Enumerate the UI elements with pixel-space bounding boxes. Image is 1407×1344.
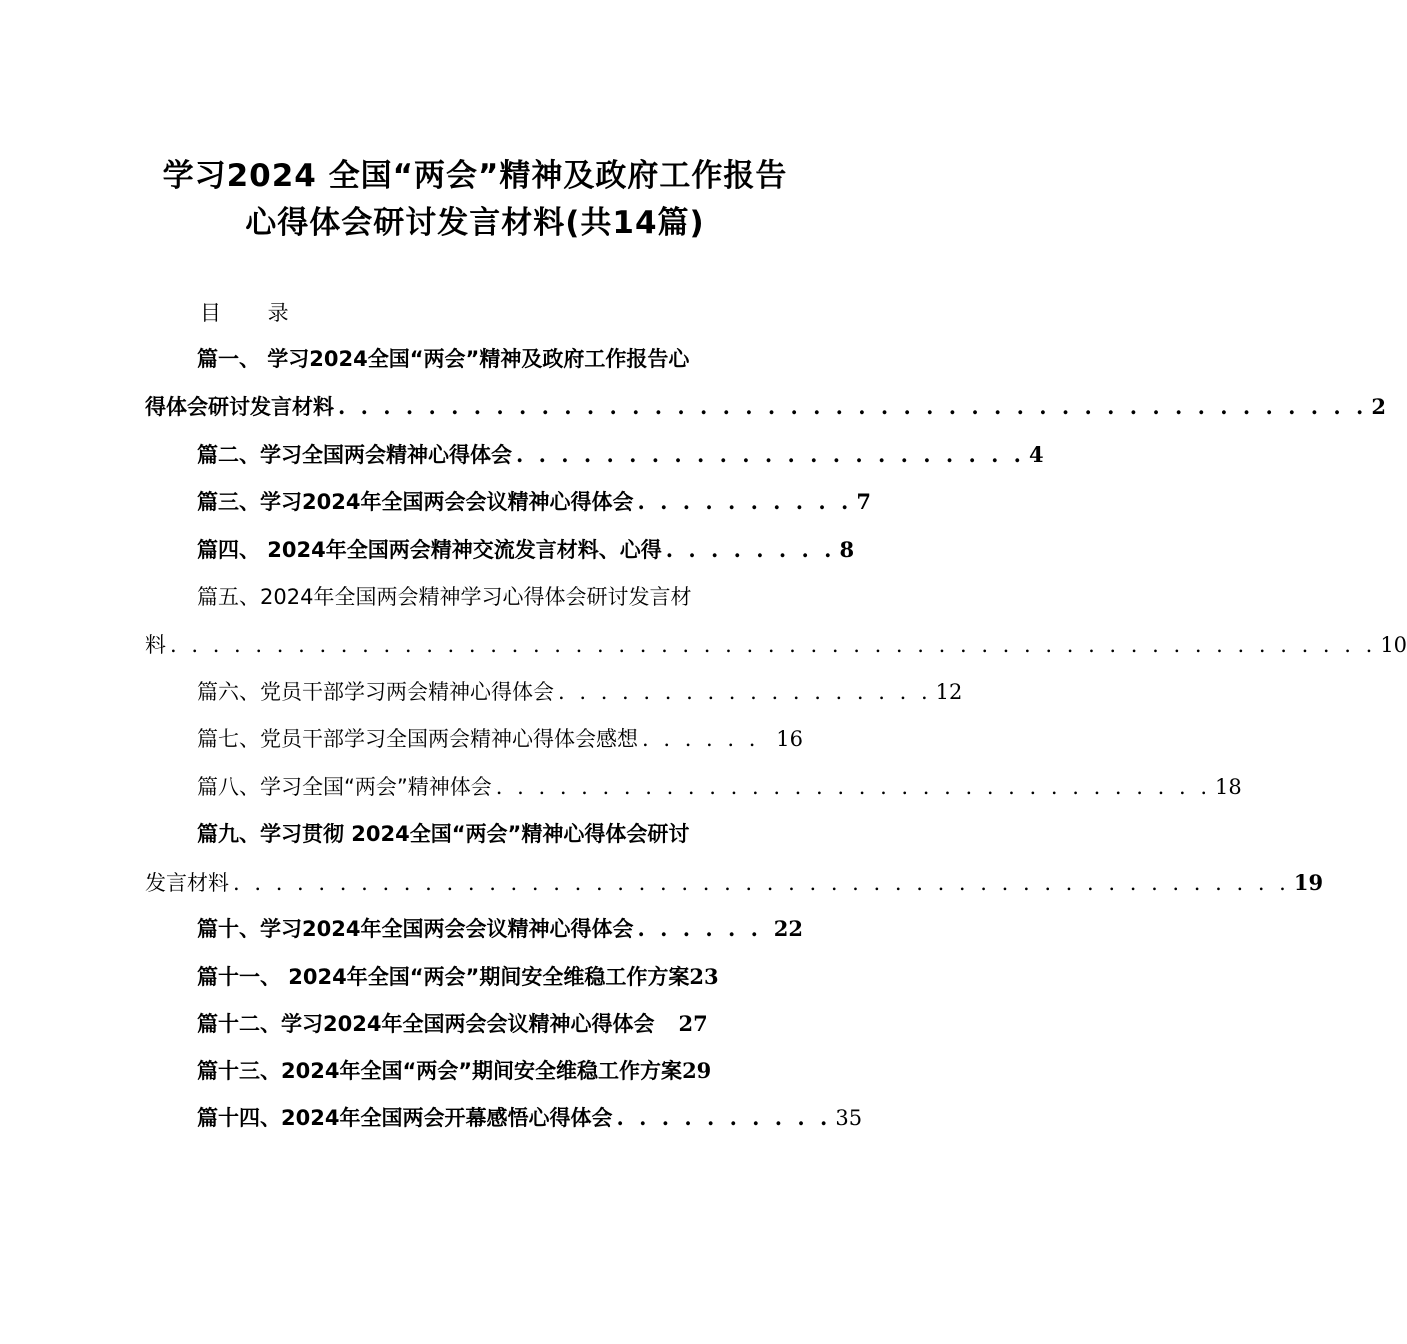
leader-dots: . . . . . . . . . . — [637, 489, 853, 514]
toc-entry-3[interactable] — [197, 487, 871, 517]
toc-entry-text: 篇十、学习2024年全国两会会议精神心得体会 — [197, 917, 634, 941]
toc-entry-7[interactable] — [197, 724, 803, 754]
toc-entry-text: 篇八、学习全国“两会”精神体会 — [197, 775, 492, 799]
toc-entry-text: 篇十一、 2024年全国“两会”期间安全维稳工作方案 — [197, 965, 690, 989]
toc-page-number: 12 — [935, 680, 963, 704]
document-title-line-1: 学习2024 全国“两会”精神及政府工作报告 — [162, 158, 788, 194]
toc-entry-10[interactable] — [197, 914, 803, 944]
leader-dots: . . . . . . . . . . . . . . . . . . . . . . . . . . . . . . . . . . — [495, 775, 1212, 799]
toc-entry-text: 篇一、 学习2024全国“两会”精神及政府工作报告心 — [197, 347, 690, 371]
leader-dots: . . . . . . . . . . . . . . . . . . . . . . . . . . . . . . . . . . . . . . . . . . . . . . — [338, 394, 1368, 419]
leader-dots: . . . . . . . . . . . . . . . . . . . . . . . — [516, 442, 1025, 467]
toc-page-number: 7 — [856, 489, 871, 514]
toc-entry-11[interactable] — [197, 962, 825, 992]
toc-entry-5-cont[interactable] — [145, 630, 1407, 660]
toc-entry-8[interactable] — [197, 772, 1242, 802]
toc-entry-text: 篇六、党员干部学习两会精神心得体会 — [197, 680, 554, 704]
toc-page-number: 19 — [1293, 870, 1324, 895]
toc-page-number: 8 — [839, 537, 855, 562]
toc-page-number: 10 — [1380, 633, 1407, 657]
toc-entry-text: 发言材料 — [145, 871, 229, 895]
leader-dots: . . . . . . . . . . . . . . . . . . — [558, 680, 932, 704]
leader-dots: . . . . . . . . — [665, 537, 836, 562]
toc-entry-12[interactable] — [197, 1009, 825, 1039]
toc-page-number: 18 — [1215, 775, 1242, 799]
leader-dots: . . . . . . — [637, 916, 762, 941]
toc-entry-text: 料 — [145, 633, 166, 657]
toc-entry-text: 篇十二、学习2024年全国两会会议精神心得体会 — [197, 1012, 655, 1036]
toc-entry-text: 篇二、学习全国两会精神心得体会 — [197, 443, 512, 467]
toc-entry-text: 篇十四、2024年全国两会开幕感悟心得体会 — [197, 1106, 613, 1130]
toc-entry-9[interactable] — [197, 819, 825, 849]
toc-entry-9-cont[interactable] — [145, 868, 1324, 898]
toc-entry-text: 篇十三、2024年全国“两会”期间安全维稳工作方案 — [197, 1059, 683, 1083]
toc-heading: 目 录 — [200, 301, 309, 325]
toc-entry-text: 篇五、2024年全国两会精神学习心得体会研讨发言材 — [197, 585, 692, 609]
leader-dots: . . . . . . . . . . . . . . . . . . . . . . . . . . . . . . . . . . . . . . . . . . . . . . . . . . . . . . . . . — [170, 633, 1377, 657]
toc-page-number: 35 — [835, 1106, 863, 1130]
toc-entry-2[interactable] — [197, 440, 1044, 470]
toc-page-number: 29 — [682, 1058, 712, 1083]
leader-dots: . . . . . . . . . . — [616, 1105, 832, 1130]
leader-dots: . . . . . . . . . . . . . . . . . . . . . . . . . . . . . . . . . . . . . . . . . . . . . . . . . . — [233, 871, 1290, 895]
document-title-line-2: 心得体会研讨发言材料(共14篇) — [245, 205, 705, 241]
toc-page-number: 22 — [773, 916, 803, 941]
toc-entry-text: 篇七、党员干部学习全国两会精神心得体会感想 — [197, 727, 638, 751]
toc-entry-6[interactable] — [197, 677, 963, 707]
toc-page-number: 4 — [1029, 442, 1044, 467]
leader-dots: . . . . . . — [642, 727, 760, 751]
toc-page-number: 16 — [776, 727, 803, 751]
toc-entry-14[interactable] — [197, 1103, 863, 1133]
toc-entry-text: 篇四、 2024年全国两会精神交流发言材料、心得 — [197, 538, 662, 562]
toc-entry-1[interactable] — [197, 344, 825, 374]
toc-page-number: 27 — [678, 1011, 708, 1036]
toc-entry-1-cont[interactable] — [145, 392, 1386, 422]
toc-entry-13[interactable] — [197, 1056, 825, 1086]
toc-page-number: 23 — [689, 964, 719, 989]
toc-entry-5[interactable] — [197, 582, 825, 612]
toc-entry-text: 得体会研讨发言材料 — [145, 395, 334, 419]
toc-page-number: 2 — [1371, 394, 1386, 419]
toc-entry-text: 篇九、学习贯彻 2024全国“两会”精神心得体会研讨 — [197, 822, 690, 846]
toc-entry-text: 篇三、学习2024年全国两会会议精神心得体会 — [197, 490, 634, 514]
toc-entry-4[interactable] — [197, 535, 855, 565]
